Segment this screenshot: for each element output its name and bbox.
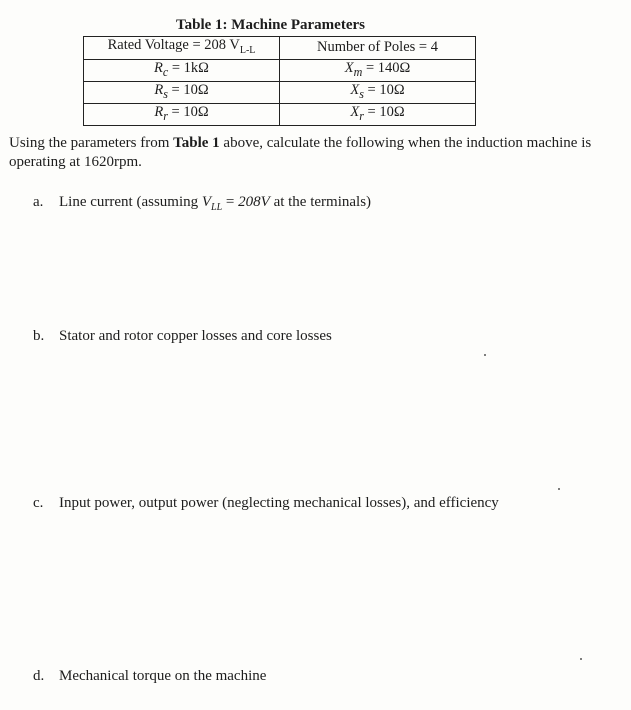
scan-speck <box>580 658 582 660</box>
machine-parameters-table <box>83 36 476 126</box>
xm-sub: m <box>353 64 363 79</box>
question-a-var: V <box>201 194 212 210</box>
question-a-text-before: Line current (assuming <box>59 194 202 210</box>
rated-voltage-subscript: L-L <box>239 44 256 56</box>
question-a-eq: = <box>222 194 239 210</box>
xm-value: = 140Ω <box>362 59 411 76</box>
xr-sub: r <box>359 108 364 123</box>
intro-paragraph <box>9 134 609 172</box>
xm-cell <box>280 59 476 81</box>
xm-var: X <box>344 59 354 76</box>
question-c <box>33 495 499 512</box>
rs-sub: s <box>163 86 168 101</box>
question-a <box>33 194 371 213</box>
question-a-text-after: at the terminals) <box>269 194 372 210</box>
rs-cell <box>84 81 280 103</box>
rc-cell <box>84 59 280 81</box>
intro-after: above, calculate the following when the induction machine is operating at 1620rpm. <box>9 135 592 170</box>
scan-speck <box>558 488 560 490</box>
xs-var: X <box>350 81 360 98</box>
table-row <box>84 37 476 60</box>
table-row <box>84 103 476 125</box>
rr-var: R <box>154 103 164 120</box>
rr-cell <box>84 103 280 125</box>
xr-var: X <box>350 103 360 120</box>
intro-before: Using the parameters from <box>9 135 174 151</box>
table-caption: Table 1: Machine Parameters <box>176 17 365 33</box>
rc-sub: c <box>162 64 169 79</box>
question-c-text: Input power, output power (neglecting mechanical losses), and efficiency <box>59 495 499 511</box>
scan-speck <box>484 354 486 356</box>
question-b <box>33 328 332 345</box>
rr-value: = 10Ω <box>167 103 209 120</box>
rc-value: = 1kΩ <box>168 59 209 76</box>
xr-value: = 10Ω <box>363 103 405 120</box>
xs-cell <box>280 81 476 103</box>
number-of-poles-cell: Number of Poles = 4 <box>280 37 476 60</box>
table-row <box>84 81 476 103</box>
rated-voltage-cell <box>84 37 280 60</box>
question-d <box>33 668 266 685</box>
xs-value: = 10Ω <box>363 81 405 98</box>
rated-voltage-text: Rated Voltage = 208 V <box>107 37 240 53</box>
xs-sub: s <box>359 86 364 101</box>
intro-table-ref: Table 1 <box>173 135 220 151</box>
question-d-letter: d. <box>33 668 45 684</box>
rs-var: R <box>154 81 164 98</box>
question-b-letter: b. <box>33 328 45 344</box>
question-a-letter: a. <box>33 194 44 210</box>
question-d-text: Mechanical torque on the machine <box>59 668 267 684</box>
xr-cell <box>280 103 476 125</box>
rc-var: R <box>154 59 163 76</box>
table-row <box>84 59 476 81</box>
question-a-value: 208V <box>238 194 270 210</box>
question-a-var-sub: LL <box>211 202 223 213</box>
question-b-text: Stator and rotor copper losses and core losses <box>59 328 332 344</box>
rs-value: = 10Ω <box>167 81 209 98</box>
question-c-letter: c. <box>33 495 44 511</box>
rr-sub: r <box>163 108 168 123</box>
